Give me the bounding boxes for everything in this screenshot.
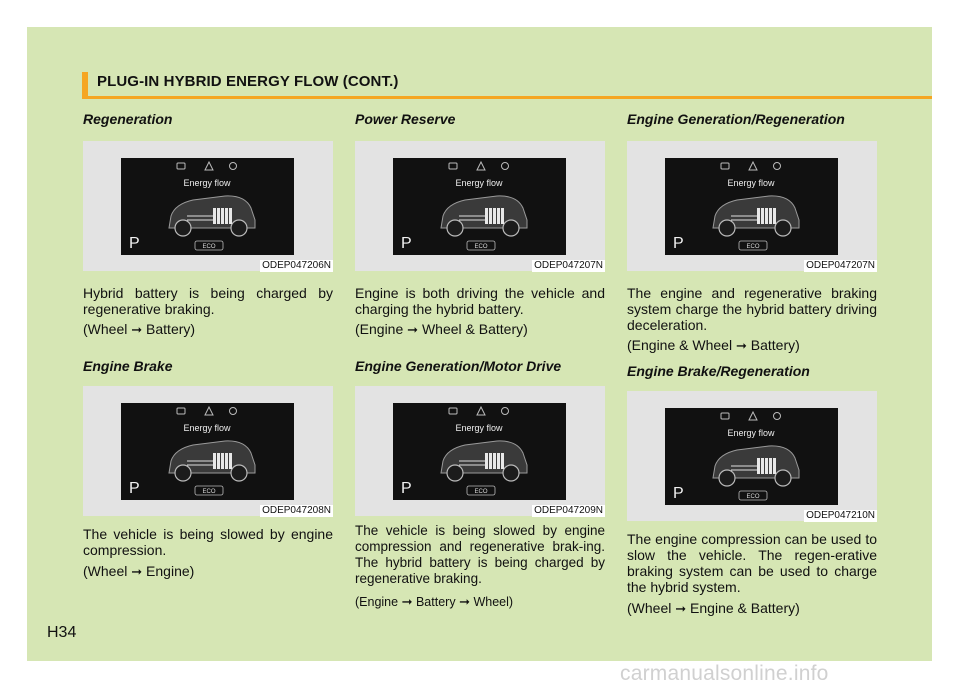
flow-from: (Engine [355,321,404,337]
battery-cell [213,208,216,224]
target-icon [230,163,237,170]
page-title: PLUG-IN HYBRID ENERGY FLOW (CONT.) [97,73,399,90]
rear-wheel-icon [503,220,519,236]
energy-flow-display [665,158,838,255]
energy-flow-screen [665,158,838,255]
section-title-engine-generation-motor-drive: Engine Generation/Motor Drive [355,358,562,374]
flow-from: (Wheel [83,321,128,337]
battery-cell [221,453,224,469]
battery-cell [229,208,232,224]
car-status-icon [721,413,729,419]
battery-cell [489,208,492,224]
figure-id: ODEP047207N [534,260,603,271]
battery-cell [757,208,760,224]
car-status-icon [177,408,185,414]
energy-flow-display [121,403,294,500]
eco-label: ECO [202,489,216,495]
flow-arrow-icon: ➞ [401,594,413,609]
battery-cell [501,208,504,224]
flow-arrow-icon: ➞ [131,564,143,579]
section-text: The engine compression can be used to slow the vehicle. The regen-erative braking system can be used to charge the hybrid system. [627,531,877,595]
flow-note [355,321,605,338]
screen-title: Energy flow [183,178,231,188]
figure-engine-generation-regeneration [627,141,877,271]
header-accent [82,72,88,98]
battery-cell [217,208,220,224]
screen-title: Energy flow [727,428,775,438]
gear-indicator: P [129,480,140,497]
figure-engine-brake [83,386,333,516]
flow-arrow-icon: ➞ [459,594,470,609]
figure-engine-brake-regeneration [627,391,877,521]
rear-wheel-icon [775,470,791,486]
rear-wheel-icon [231,465,247,481]
figure-id: ODEP047206N [262,260,331,271]
flow-to: Wheel & Battery) [421,321,528,337]
car-status-icon [449,163,457,169]
energy-flow-screen [121,403,294,500]
flow-note [83,321,333,338]
section-text: The engine and regenerative braking system charge the hybrid battery driving deceleration. [627,285,877,333]
flow-arrow-icon: ➞ [407,322,419,337]
energy-flow-display [665,408,838,505]
flow-to: Engine) [146,563,195,579]
warning-icon [205,162,213,170]
section-title-power-reserve: Power Reserve [355,111,456,127]
flow-note [627,600,877,617]
section-title-engine-generation-regeneration: Engine Generation/Regeneration [627,111,845,127]
car-status-icon [449,408,457,414]
flow-from: (Engine & Wheel [627,337,733,353]
flow-arrow-icon: ➞ [675,601,687,616]
battery-cell [221,208,224,224]
flow-mid: Battery [415,595,456,609]
battery-cell [769,208,772,224]
screen-title: Energy flow [727,178,775,188]
battery-cell [217,453,220,469]
battery-cell [493,453,496,469]
rear-wheel-icon [775,220,791,236]
section-title-engine-brake-regeneration: Engine Brake/Regeneration [627,363,810,379]
front-wheel-icon [719,220,735,236]
energy-flow-screen [665,408,838,505]
section-text: Hybrid battery is being charged by regenerative braking. [83,285,333,317]
figure-id: ODEP047210N [806,510,875,521]
front-wheel-icon [175,220,191,236]
screen-title: Energy flow [455,178,503,188]
warning-icon [477,407,485,415]
battery-cell [765,458,768,474]
battery-cell [485,453,488,469]
battery-cell [485,208,488,224]
screen-title: Energy flow [455,423,503,433]
energy-flow-screen [121,158,294,255]
screen-title: Energy flow [183,423,231,433]
battery-cell [761,208,764,224]
target-icon [774,413,781,420]
watermark: carmanualsonline.info [620,662,829,685]
header-rule [82,96,932,99]
battery-cell [229,453,232,469]
flow-note [627,337,877,354]
rear-wheel-icon [231,220,247,236]
eco-label: ECO [474,244,488,250]
battery-cell [757,458,760,474]
front-wheel-icon [719,470,735,486]
battery-cell [225,453,228,469]
eco-label: ECO [202,244,216,250]
warning-icon [205,407,213,415]
energy-flow-display [121,158,294,255]
section-title-engine-brake: Engine Brake [83,358,173,374]
figure-id: ODEP047209N [534,505,603,516]
battery-cell [769,458,772,474]
battery-cell [493,208,496,224]
section-text: Engine is both driving the vehicle and charging the hybrid battery. [355,285,605,317]
energy-flow-display [393,403,566,500]
gear-indicator: P [401,480,412,497]
flow-arrow-icon: ➞ [131,322,143,337]
section-title-regeneration: Regeneration [83,111,173,127]
flow-from: (Wheel [627,600,672,616]
battery-cell [773,458,776,474]
figure-id: ODEP047208N [262,505,331,516]
figure-engine-generation-motor-drive [355,386,605,516]
energy-flow-display [393,158,566,255]
warning-icon [749,412,757,420]
front-wheel-icon [175,465,191,481]
front-wheel-icon [447,220,463,236]
front-wheel-icon [447,465,463,481]
eco-label: ECO [746,494,760,500]
flow-to: Battery) [750,337,800,353]
page-number: H34 [47,624,77,641]
flow-to: Engine & Battery) [690,600,800,616]
target-icon [502,408,509,415]
car-status-icon [721,163,729,169]
energy-flow-screen [393,158,566,255]
battery-cell [225,208,228,224]
target-icon [230,408,237,415]
energy-flow-screen [393,403,566,500]
gear-indicator: P [673,485,684,502]
figure-regeneration [83,141,333,271]
flow-from: (Engine [355,595,399,609]
battery-cell [761,458,764,474]
gear-indicator: P [401,235,412,252]
battery-cell [497,208,500,224]
eco-label: ECO [474,489,488,495]
flow-note [83,563,333,580]
rear-wheel-icon [503,465,519,481]
flow-note [355,594,605,610]
battery-cell [501,453,504,469]
flow-arrow-icon: ➞ [735,338,747,353]
battery-cell [213,453,216,469]
flow-to: Battery) [146,321,196,337]
warning-icon [749,162,757,170]
car-status-icon [177,163,185,169]
figure-id: ODEP047207N [806,260,875,271]
eco-label: ECO [746,244,760,250]
flow-to: Wheel) [473,595,514,609]
section-text: The vehicle is being slowed by engine compression and regenerative brak-ing. The hybrid battery is being charged by regenerative braking. [355,523,605,586]
gear-indicator: P [673,235,684,252]
gear-indicator: P [129,235,140,252]
battery-cell [773,208,776,224]
target-icon [502,163,509,170]
warning-icon [477,162,485,170]
section-text: The vehicle is being slowed by engine compression. [83,526,333,558]
battery-cell [765,208,768,224]
flow-from: (Wheel [83,563,128,579]
battery-cell [497,453,500,469]
figure-power-reserve [355,141,605,271]
target-icon [774,163,781,170]
battery-cell [489,453,492,469]
